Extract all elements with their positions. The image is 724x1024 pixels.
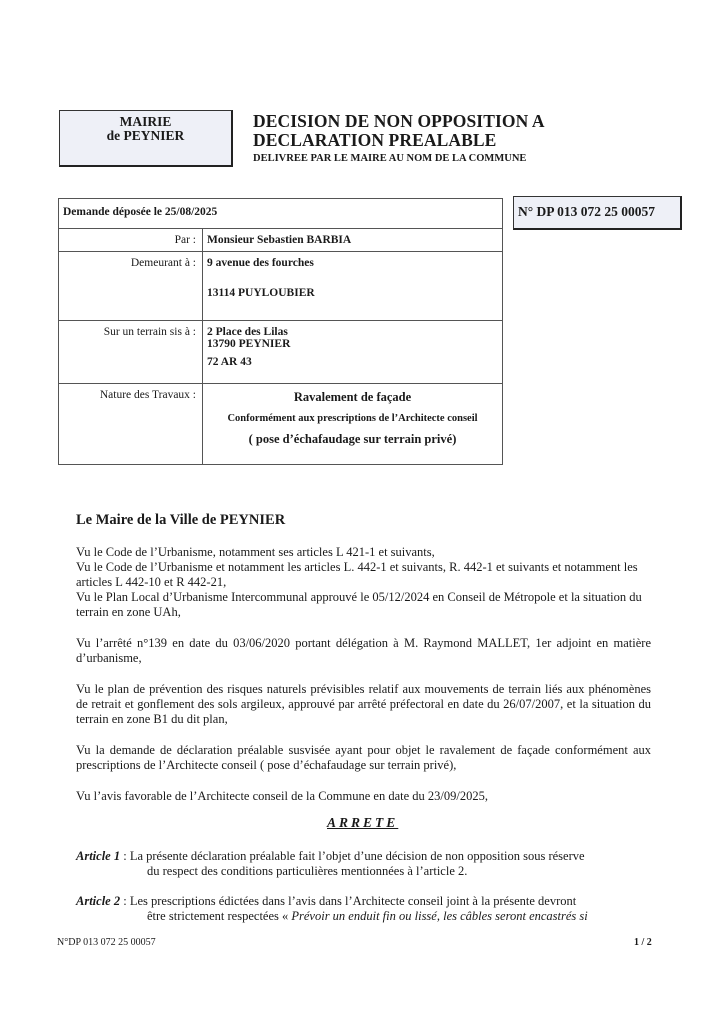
table-row [59, 384, 503, 465]
vu-avis-architecte: Vu l’avis favorable de l’Architecte conseil de la Commune en date du 23/09/2025, [76, 789, 488, 803]
document-title-line2: DECLARATION PREALABLE [253, 130, 497, 150]
maire-heading: Le Maire de la Ville de PEYNIER [76, 512, 286, 528]
article-2 [76, 894, 651, 924]
document-subtitle: DELIVREE PAR LE MAIRE AU NOM DE LA COMMUNE [253, 153, 527, 164]
land-city: 13790 PEYNIER [207, 338, 291, 350]
land-label: Sur un terrain sis à : [103, 326, 196, 338]
works-detail: ( pose d’échafaudage sur terrain privé) [248, 432, 457, 446]
article-1-label: Article 1 [76, 849, 121, 863]
land-street: 2 Place des Lilas [207, 326, 288, 338]
page-number: 1 / 2 [634, 937, 652, 948]
works-label: Nature des Travaux : [99, 389, 196, 401]
table-row [59, 321, 503, 384]
mairie-line2: de PEYNIER [106, 128, 185, 143]
document-title-line1: DECISION DE NON OPPOSITION A [253, 111, 545, 131]
applicant-value: Monsieur Sebastien BARBIA [207, 234, 352, 246]
vu-plu: Vu le Plan Local d’Urbanisme Intercommunal approuvé le 05/12/2024 en Conseil de Métropole et la situation du terrain en zone UAh, [76, 590, 642, 619]
article-1 [76, 849, 651, 879]
deposit-date: Demande déposée le 25/08/2025 [59, 199, 503, 229]
mairie-box [59, 110, 233, 167]
article-2-sep: : [120, 894, 130, 908]
article-2-label: Article 2 [76, 894, 121, 908]
vu-arrete-delegation: Vu l’arrêté n°139 en date du 03/06/2020 portant délégation à M. Raymond MALLET, 1er adjoint en matière d’urbanisme, [76, 636, 651, 665]
arrete-heading: ARRETE [327, 815, 399, 830]
article-1-line1: La présente déclaration préalable fait l’objet d’une décision de non opposition sous réserve [129, 849, 585, 863]
table-row [59, 252, 503, 321]
footer-reference: N°DP 013 072 25 00057 [57, 937, 156, 948]
applicant-label: Par : [174, 234, 196, 246]
works-prescriptions: Conformément aux prescriptions de l’Architecte conseil [227, 413, 478, 424]
article-2-line1: Les prescriptions édictées dans l’avis dans l’Architecte conseil joint à la présente devront [129, 894, 577, 908]
residence-street: 9 avenue des fourches [207, 257, 314, 269]
article-1-line2: du respect des conditions particulières mentionnées à l’article 2. [147, 864, 468, 878]
dp-number-box: N° DP 013 072 25 00057 [513, 196, 682, 230]
land-parcel: 72 AR 43 [207, 356, 252, 368]
article-2-line2: être strictement respectées « [147, 909, 292, 923]
residence-label: Demeurant à : [130, 257, 196, 269]
vu-code-1: Vu le Code de l’Urbanisme, notamment ses articles L 421-1 et suivants, [76, 545, 435, 559]
vu-ppr: Vu le plan de prévention des risques naturels prévisibles relatif aux mouvements de terrain liés aux phénomènes de retrait et gonflement des sols argileux, approuvé par arrêté préfectoral en date du 26/07/2007, et la situation du terrain en zone B1 du dit plan, [76, 682, 651, 726]
residence-city: 13114 PUYLOUBIER [207, 287, 315, 299]
document-title-block [253, 112, 545, 166]
article-1-sep: : [120, 849, 130, 863]
table-row [59, 229, 503, 252]
mairie-line1: MAIRIE [119, 114, 172, 129]
article-2-quote: Prévoir un enduit fin ou lissé, les câbles seront encastrés si [291, 909, 588, 923]
vu-code-2: Vu le Code de l’Urbanisme et notamment les articles L. 442-1 et suivants, R. 442-1 et suivants et notamment les articles L 442-10 et R 442-21, [76, 560, 638, 589]
works-type: Ravalement de façade [293, 390, 412, 404]
vu-demande: Vu la demande de déclaration préalable susvisée ayant pour objet le ravalement de façade conformément aux prescriptions de l’Architecte conseil ( pose d’échafaudage sur terrain privé), [76, 743, 651, 772]
request-info-table [58, 198, 503, 465]
